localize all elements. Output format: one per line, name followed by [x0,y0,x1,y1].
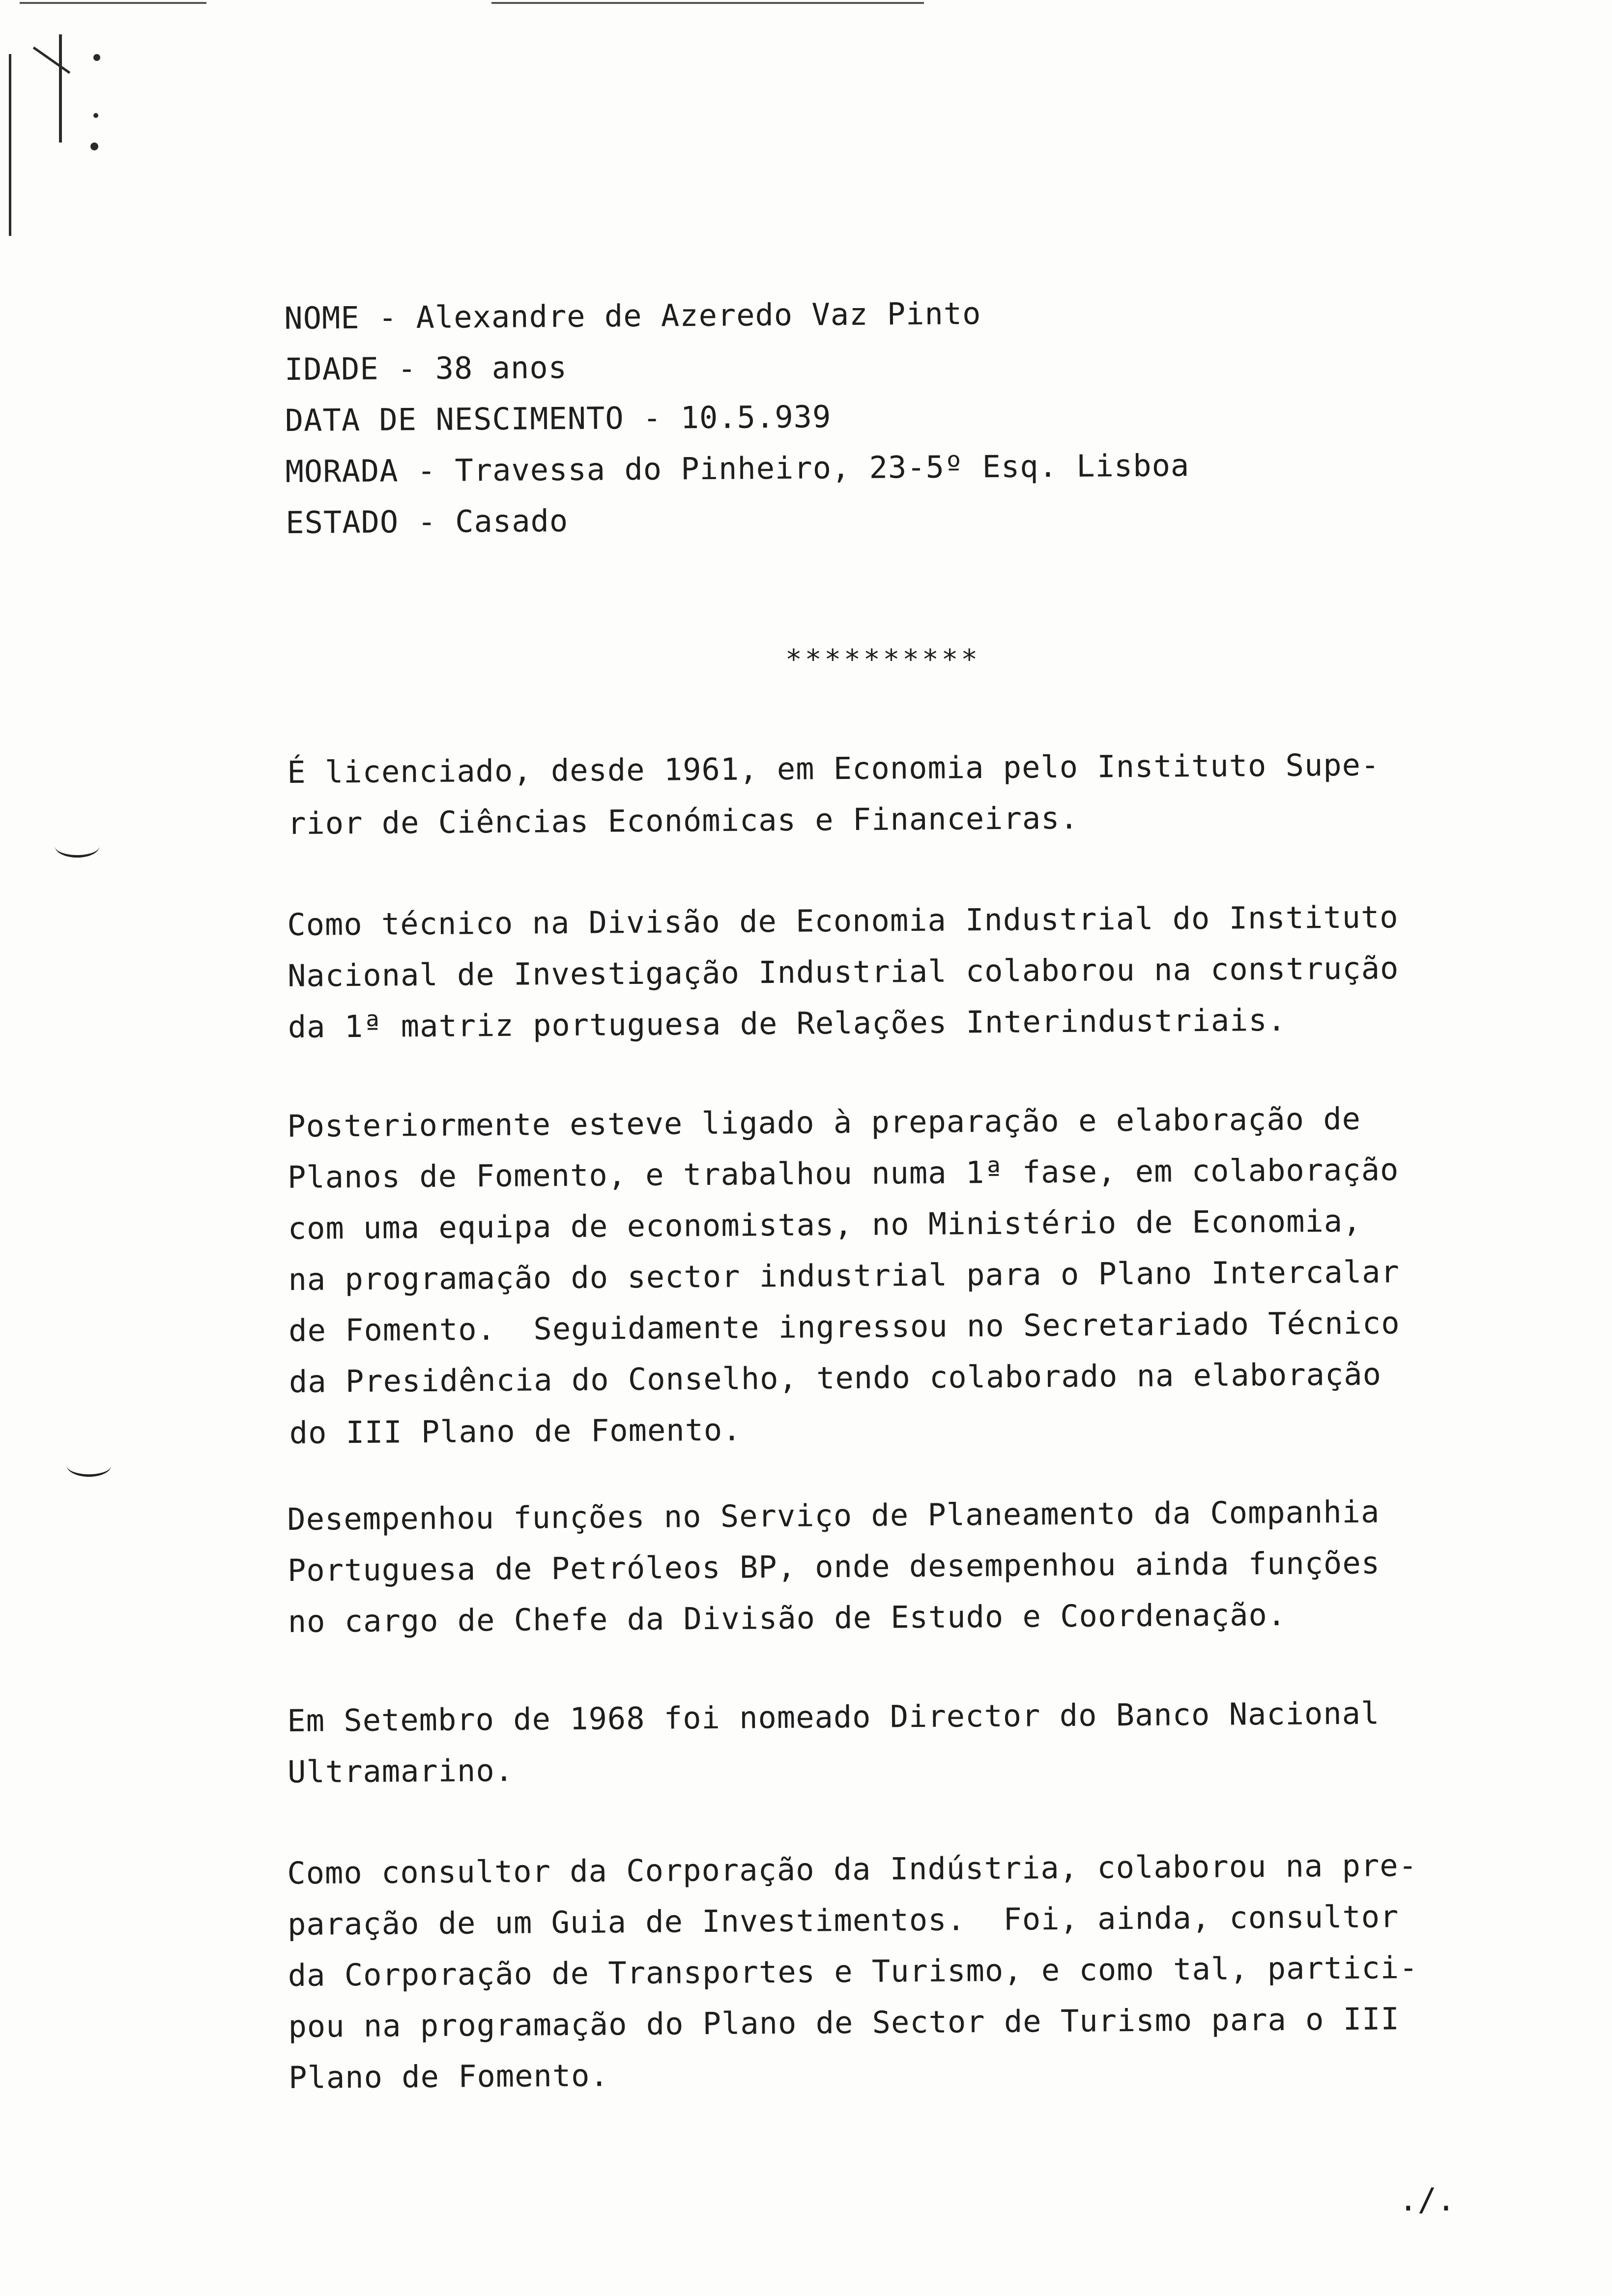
field-label: IDADE [284,350,379,387]
field-value: Travessa do Pinheiro, 23-5º Esq. Lisboa [455,447,1190,488]
text-line: pou na programação do Plano de Sector de Turismo para o III [288,2001,1400,2044]
text-line: do III Plano de Fomento. [289,1411,742,1451]
field-address: MORADA - Travessa do Pinheiro, 23-5º Esq. Lisboa [285,447,1190,489]
paragraph-consultant [287,1839,1498,2103]
text-line: da 1ª matriz portuguesa de Relações Interindustriais. [288,1002,1287,1045]
field-label: MORADA [285,453,399,489]
field-age: IDADE - 38 anos [284,349,568,387]
scan-edge-line [20,2,206,4]
paragraph-bp [287,1486,1497,1647]
binder-dot [93,54,100,61]
paragraph-technician [287,891,1497,1053]
field-birth-date: DATA DE NESCIMENTO - 10.5.939 [285,399,832,438]
text-line: no cargo de Chefe da Divisão de Estudo e Coordenação. [288,1596,1287,1639]
text-line: Planos de Fomento, e trabalhou numa 1ª fase, em colaboração [287,1151,1399,1195]
binder-dot [93,113,98,118]
field-marital-status: ESTADO - Casado [286,502,569,541]
personal-details [284,287,1190,548]
text-line: Como consultor da Corporação da Indústria, colaborou na pre- [287,1847,1418,1891]
text-line: Plano de Fomento. [288,2057,609,2095]
text-line: Posteriormente esteve ligado à preparação e elaboração de [287,1100,1361,1144]
text-line: Em Setembro de 1968 foi nomeado Director do Banco Nacional [287,1695,1380,1739]
punch-hole-mark [55,835,99,858]
binder-mark [9,54,11,236]
paragraph-education [287,739,1497,849]
text-line: paração de um Guia de Investimentos. Foi, ainda, consultor [287,1898,1399,1942]
punch-hole-mark [67,1455,111,1477]
scan-edge-line [491,2,924,4]
text-line: Portuguesa de Petróleos BP, onde desempenhou ainda funções [287,1545,1381,1588]
text-line: rior de Ciências Económicas e Financeiras. [287,800,1079,841]
section-separator: ********** [785,644,981,676]
binder-dot [90,143,98,150]
continuation-mark: ./. [1399,2182,1456,2218]
binder-mark [33,47,71,74]
text-line: É licenciado, desde 1961, em Economia pelo Instituto Supe- [287,746,1380,790]
text-line: da Presidência do Conselho, tendo colaborado na elaboração [288,1356,1382,1400]
text-line: na programação do sector industrial para o Plano Intercalar [288,1254,1400,1297]
binder-mark [59,34,62,143]
text-line: Nacional de Investigação Industrial colaborou na construção [287,950,1399,994]
text-line: Como técnico na Divisão de Economia Industrial do Instituto [287,899,1399,943]
field-label: DATA DE NESCIMENTO [285,400,624,438]
field-value: 38 anos [435,349,568,386]
text-line: da Corporação de Transportes e Turismo, e como tal, partici- [288,1949,1418,1993]
paragraph-planning [287,1092,1498,1459]
field-name: NOME - Alexandre de Azeredo Vaz Pinto [284,295,981,336]
paragraph-bank [287,1687,1497,1798]
field-value: 10.5.939 [680,399,832,436]
field-value: Alexandre de Azeredo Vaz Pinto [416,295,981,336]
field-label: ESTADO [286,504,399,541]
text-line: Desempenhou funções no Serviço de Planeamento da Companhia [287,1493,1380,1537]
text-line: com uma equipa de economistas, no Ministério de Economia, [288,1203,1362,1246]
text-line: de Fomento. Seguidamente ingressou no Secretariado Técnico [288,1305,1400,1349]
field-label: NOME [284,299,360,336]
field-value: Casado [455,502,569,540]
text-line: Ultramarino. [287,1752,514,1790]
